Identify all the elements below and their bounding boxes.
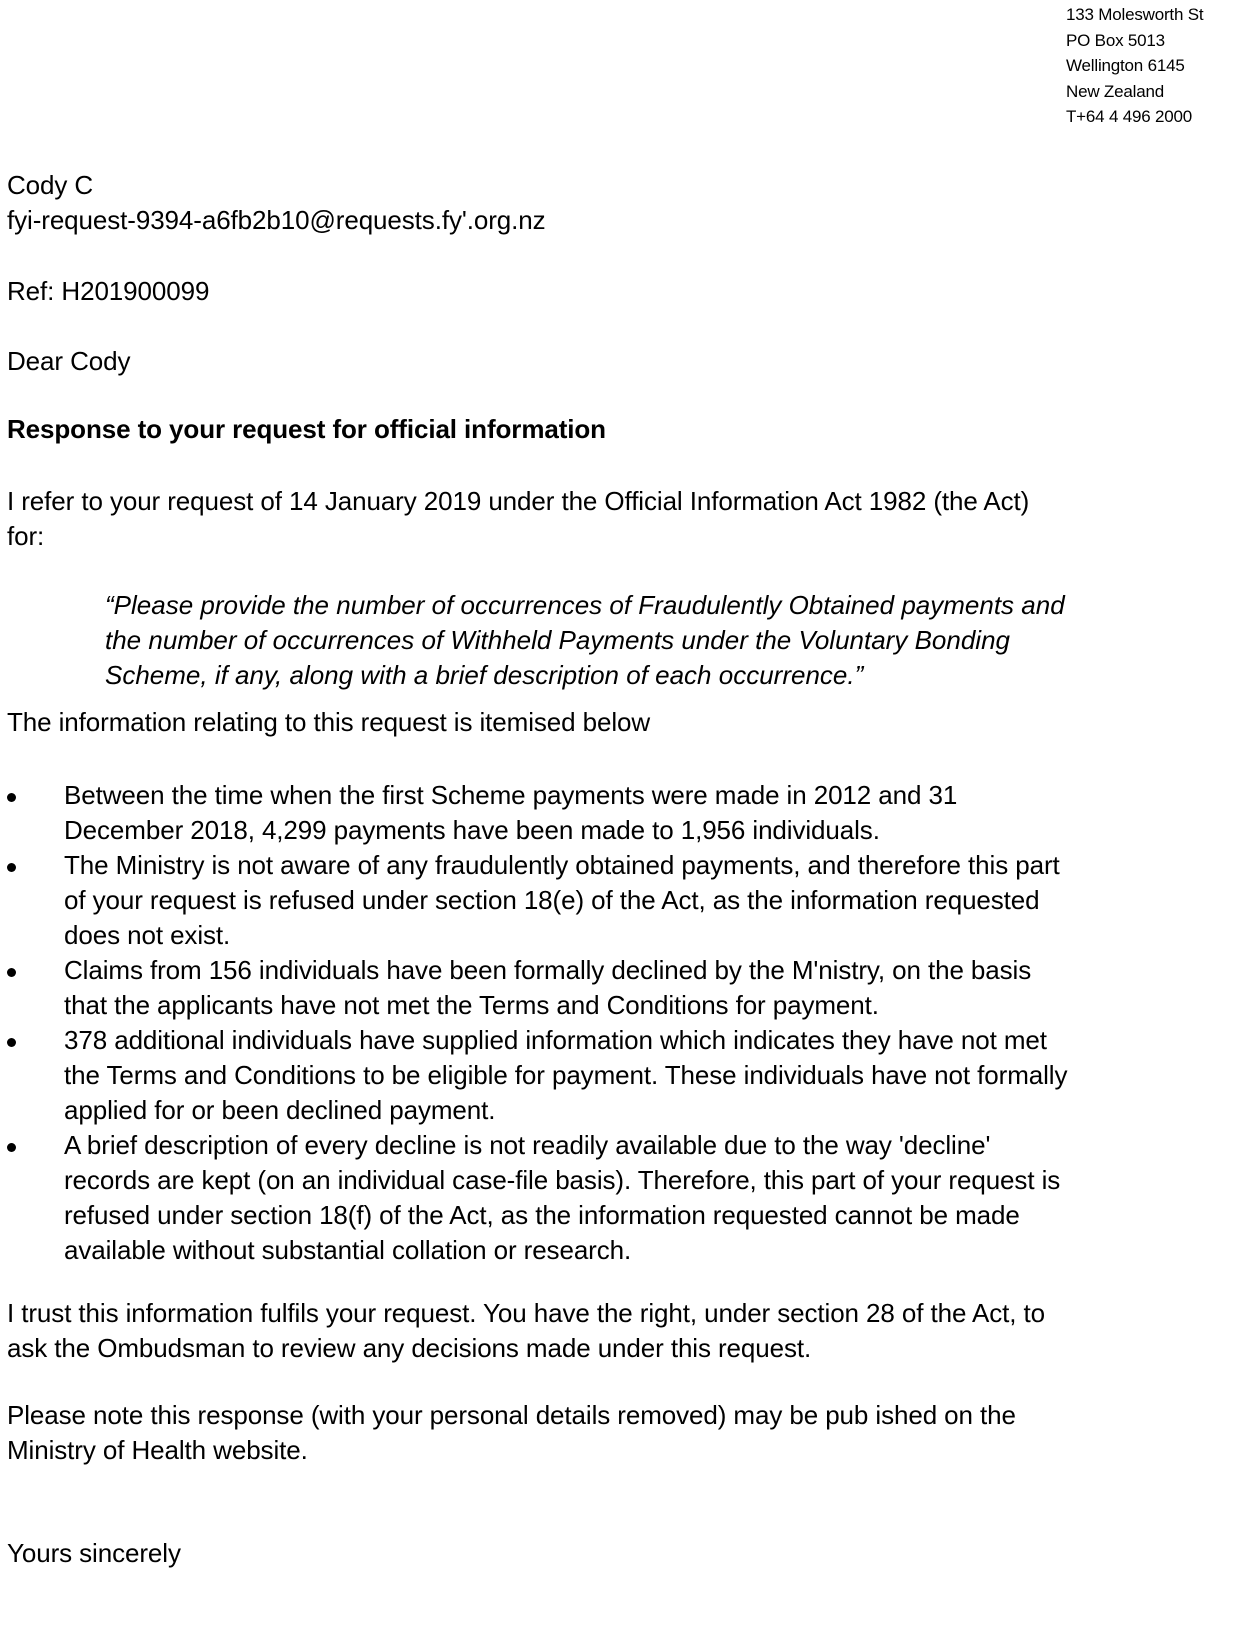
address-line: Wellington 6145: [1066, 56, 1185, 76]
list-item-line: refused under section 18(f) of the Act, as the information requested cannot be made: [64, 1200, 1020, 1230]
publication-line: Ministry of Health website.: [7, 1435, 308, 1465]
recipient-block: [7, 168, 1247, 238]
list-item-line: December 2018, 4,299 payments have been made to 1,956 individuals.: [64, 815, 880, 845]
intro-line: I refer to your request of 14 January 2019 under the Official Information Act 1982 (the Act): [7, 486, 1030, 516]
list-item-line: Between the time when the first Scheme payments were made in 2012 and 31: [64, 780, 958, 810]
rights-paragraph: [7, 1296, 1247, 1366]
bullet-icon: [7, 1038, 16, 1047]
list-item-line: Claims from 156 individuals have been formally declined by the M'nistry, on the basis: [64, 955, 1032, 985]
list-item-line: The Ministry is not aware of any fraudulently obtained payments, and therefore this part: [64, 850, 1060, 880]
list-item-line: available without substantial collation or research.: [64, 1235, 632, 1265]
list-item-line: that the applicants have not met the Terms and Conditions for payment.: [64, 990, 879, 1020]
sender-address: [1066, 2, 1203, 130]
intro-paragraph: [7, 484, 1247, 554]
closing: Yours sincerely: [7, 1538, 181, 1568]
quote-line: “Please provide the number of occurrences of Fraudulently Obtained payments and: [105, 590, 1065, 620]
recipient-email: fyi-request-9394-a6fb2b10@requests.fy'.org.nz: [7, 205, 546, 235]
itemised-intro: The information relating to this request is itemised below: [7, 707, 651, 737]
bullet-icon: [7, 968, 16, 977]
bullet-icon: [7, 793, 16, 802]
rights-line: ask the Ombudsman to review any decisions made under this request.: [7, 1333, 812, 1363]
list-item: [7, 1023, 1247, 1128]
rights-line: I trust this information fulfils your request. You have the right, under section 28 of the Act, to: [7, 1298, 1046, 1328]
publication-notice: [7, 1398, 1247, 1468]
list-item-line: the Terms and Conditions to be eligible for payment. These individuals have not formally: [64, 1060, 1068, 1090]
address-line: New Zealand: [1066, 81, 1164, 101]
information-list: [7, 778, 1247, 1268]
intro-line: for:: [7, 521, 45, 551]
list-item: [7, 1128, 1247, 1268]
address-line: PO Box 5013: [1066, 30, 1165, 50]
letter-subject: Response to your request for official information: [7, 414, 606, 444]
reference-number: Ref: H201900099: [7, 276, 210, 306]
quote-line: Scheme, if any, along with a brief description of each occurrence.”: [105, 660, 864, 690]
bullet-icon: [7, 1143, 16, 1152]
list-item-line: does not exist.: [64, 920, 231, 950]
address-line: 133 Molesworth St: [1066, 5, 1204, 24]
recipient-name: Cody C: [7, 170, 94, 200]
bullet-icon: [7, 863, 16, 872]
quoted-request: [105, 588, 1245, 693]
list-item-line: A brief description of every decline is not readily available due to the way 'decline': [64, 1130, 991, 1160]
quote-line: the number of occurrences of Withheld Payments under the Voluntary Bonding: [105, 625, 1010, 655]
list-item: [7, 848, 1247, 953]
list-item-line: 378 additional individuals have supplied information which indicates they have not met: [64, 1025, 1047, 1055]
list-item: [7, 953, 1247, 1023]
salutation: Dear Cody: [7, 346, 131, 376]
list-item: [7, 778, 1247, 848]
publication-line: Please note this response (with your personal details removed) may be pub ished on the: [7, 1400, 1016, 1430]
list-item-line: records are kept (on an individual case-file basis). Therefore, this part of your request is: [64, 1165, 1061, 1195]
address-phone: T+64 4 496 2000: [1066, 107, 1193, 127]
list-item-line: applied for or been declined payment.: [64, 1095, 496, 1125]
list-item-line: of your request is refused under section 18(e) of the Act, as the information requested: [64, 885, 1040, 915]
